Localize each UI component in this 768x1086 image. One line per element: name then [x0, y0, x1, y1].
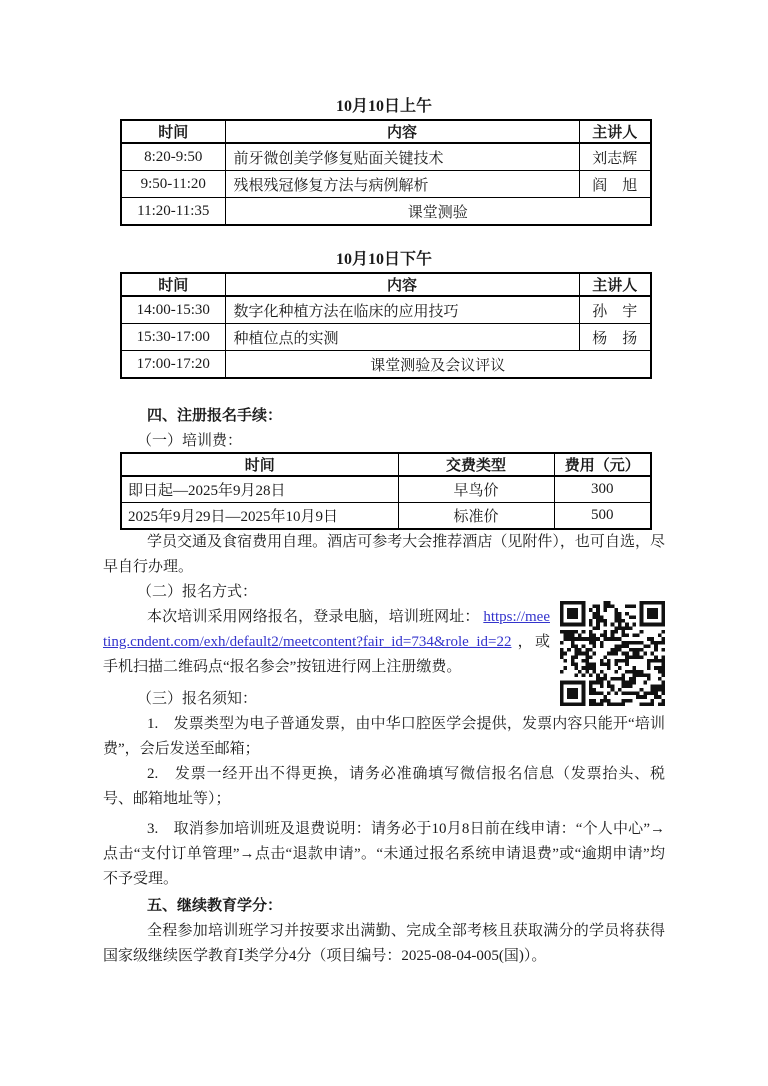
cell-speaker: 孙 宇 [579, 296, 651, 324]
cell-content-merged: 课堂测验及会议评议 [225, 351, 651, 379]
afternoon-schedule-table [120, 272, 652, 379]
sub-heading-notes: （三）报名须知： [137, 691, 258, 707]
method-text-prefix: 本次培训采用网络报名，登录电脑，培训班网址： [147, 609, 484, 625]
col-header-amount: 费用（元） [554, 453, 651, 476]
cell-time: 15:30-17:00 [121, 324, 225, 351]
cell-time: 17:00-17:20 [121, 351, 225, 379]
col-header-fee-type: 交费类型 [398, 453, 554, 476]
morning-schedule-table [120, 119, 652, 226]
morning-schedule-title: 10月10日上午 [335, 98, 432, 115]
method-text-suffix: ，或手机扫描二维码点“报名参会”按钮进行网上注册缴费。 [103, 634, 550, 675]
note-item-3: 3. 取消参加培训班及退费说明：请务必于10月8日前在线申请：“个人中心”→点击“支付订单管理”→点击“退款申请”。“未通过报名系统申请退费”或“逾期申请”均不予受理。 [103, 821, 665, 887]
cell-content: 数字化种植方法在临床的应用技巧 [225, 296, 579, 324]
cell-speaker: 阎 旭 [579, 171, 651, 198]
cell-date-range: 2025年9月29日—2025年10月9日 [121, 503, 398, 530]
table-row [121, 171, 651, 198]
cell-fee-type: 标准价 [398, 503, 554, 530]
registration-method-paragraph [103, 605, 665, 680]
registration-qr-code [560, 601, 665, 706]
cell-time: 14:00-15:30 [121, 296, 225, 324]
section-heading-credits: 五、继续教育学分： [147, 898, 283, 914]
cell-content: 残根残冠修复方法与病例解析 [225, 171, 579, 198]
section-heading-registration: 四、注册报名手续： [147, 408, 283, 424]
table-header-row [121, 273, 651, 296]
table-row [121, 143, 651, 171]
table-row [121, 296, 651, 324]
cell-fee-type: 早鸟价 [398, 476, 554, 503]
table-row [121, 324, 651, 351]
table-row [121, 476, 651, 503]
cell-time: 9:50-11:20 [121, 171, 225, 198]
cell-amount: 300 [554, 476, 651, 503]
col-header-speaker: 主讲人 [579, 120, 651, 143]
sub-heading-fee: （一）培训费： [137, 433, 243, 449]
cell-content: 种植位点的实测 [225, 324, 579, 351]
cell-date-range: 即日起—2025年9月28日 [121, 476, 398, 503]
fee-note-paragraph: 学员交通及食宿费用自理。酒店可参考大会推荐酒店（见附件），也可自选，尽早自行办理。 [103, 534, 665, 575]
afternoon-schedule-title: 10月10日下午 [335, 251, 432, 268]
note-item-1: 1. 发票类型为电子普通发票，由中华口腔医学会提供，发票内容只能开“培训费”，会后发送至邮箱； [103, 716, 665, 757]
table-row [121, 503, 651, 530]
cell-content: 前牙微创美学修复贴面关键技术 [225, 143, 579, 171]
col-header-content: 内容 [225, 273, 579, 296]
fee-table [120, 452, 652, 530]
col-header-content: 内容 [225, 120, 579, 143]
table-row [121, 198, 651, 226]
table-row [121, 351, 651, 379]
sub-heading-method: （二）报名方式： [137, 584, 258, 600]
cell-content-merged: 课堂测验 [225, 198, 651, 226]
table-header-row [121, 120, 651, 143]
credits-paragraph: 全程参加培训班学习并按要求出满勤、完成全部考核且获取满分的学员将获得国家级继续医学教育Ⅰ类学分4分（项目编号：2025-08-04-005(国)）。 [103, 923, 665, 964]
col-header-speaker: 主讲人 [579, 273, 651, 296]
col-header-time: 时间 [121, 273, 225, 296]
cell-time: 8:20-9:50 [121, 143, 225, 171]
note-item-2: 2. 发票一经开出不得更换，请务必准确填写微信报名信息（发票抬头、税号、邮箱地址等）； [103, 766, 665, 807]
cell-speaker: 杨 扬 [579, 324, 651, 351]
cell-amount: 500 [554, 503, 651, 530]
cell-speaker: 刘志辉 [579, 143, 651, 171]
registration-url-link[interactable]: https://meeting.cndent.com/exh/default2/meetcontent?fair_id=734&role_id=22 [103, 609, 550, 650]
cell-time: 11:20-11:35 [121, 198, 225, 226]
col-header-time: 时间 [121, 120, 225, 143]
col-header-time: 时间 [121, 453, 398, 476]
table-header-row [121, 453, 651, 476]
